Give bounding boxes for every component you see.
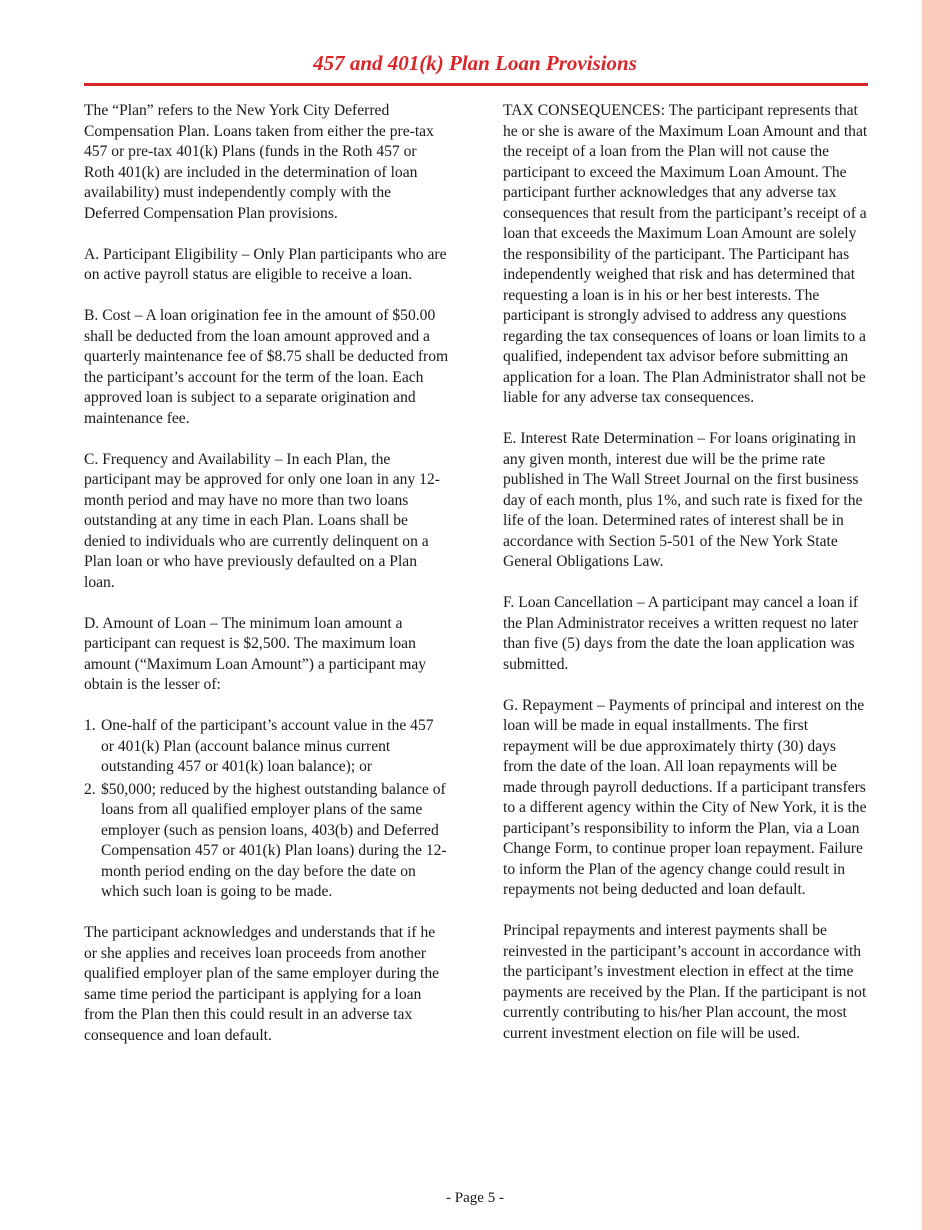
page-number: - Page 5 - xyxy=(446,1190,504,1206)
section-e-interest-rate: E. Interest Rate Determination – For loans originating in any given month, interest due will be the prime rate published in The Wall Street Journal on the first business day of each month, plus 1%, and such rate is fixed for the life of the loan. Determined rates of interest shall be in accordance with Section 5-501 of the New York State General Obligations Law. xyxy=(503,430,863,570)
reinvestment-paragraph: Principal repayments and interest payments shall be reinvested in the participant’s account in accordance with the participant’s investment election in effect at the time payments are received by the Plan. If the participant is not currently contributing to his/her Plan account, the most current investment election on file will be used. xyxy=(503,922,867,1042)
tax-consequences-paragraph: TAX CONSEQUENCES: The participant represents that he or she is aware of the Maximum Loan Amount and that the receipt of a loan from the Plan will not cause the participant to exceed the Maximum Loan Amount. The participant further acknowledges that any adverse tax consequences that result from the participant’s receipt of a loan that exceeds the Maximum Loan Amount are solely the responsibility of the participant. The Participant has independently weighed that risk and has determined that requesting a loan is in his or her best interests. The participant is strongly advised to address any questions regarding the tax consequences of loans or loan limits to a qualified, independent tax advisor before submitting an application for a loan. The Plan Administrator shall not be liable for any adverse tax consequences. xyxy=(503,102,868,406)
loan-amount-list xyxy=(84,716,450,903)
page-title: 457 and 401(k) Plan Loan Provisions xyxy=(313,51,637,75)
section-c-frequency: C. Frequency and Availability – In each Plan, the participant may be approved for only one loan in any 12-month period and may have no more than two loans outstanding at any time in each Plan. Loans shall be denied to individuals who are currently delinquent on a Plan loan or who have previously defaulted on a Plan loan. xyxy=(84,450,440,591)
list-item-text: $50,000; reduced by the highest outstanding balance of loans from all qualified employer plans of the same employer (such as pension loans, 403(b) and Deferred Compensation 457 or 401(k) Plan loans) during the 12-month period ending on the day before the date on which such loan is going to be made. xyxy=(101,780,447,900)
section-d-amount: D. Amount of Loan – The minimum loan amount a participant can request is $2,500. The maximum loan amount (“Maximum Loan Amount”) a participant may obtain is the lesser of: xyxy=(84,614,427,693)
list-item-number: 1. xyxy=(84,717,96,734)
side-color-strip xyxy=(922,0,950,1230)
list-item-text: One-half of the participant’s account value in the 457 or 401(k) Plan (account balance minus current outstanding 457 or 401(k) loan balance); or xyxy=(101,717,434,775)
list-item xyxy=(84,716,450,778)
section-b-cost: B. Cost – A loan origination fee in the amount of $50.00 shall be deducted from the loan amount approved and a quarterly maintenance fee of $8.75 shall be deducted from the participant’s account for the term of the loan. Each approved loan is subject to a separate origination and maintenance fee. xyxy=(84,307,449,427)
right-column xyxy=(503,101,869,1065)
section-f-cancellation: F. Loan Cancellation – A participant may cancel a loan if the Plan Administrator receives a written request no later than five (5) days from the date the loan application was submitted. xyxy=(503,594,859,673)
list-item xyxy=(84,780,450,903)
acknowledgement-paragraph: The participant acknowledges and understands that if he or she applies and receives loan proceeds from another qualified employer plan of the same employer during the same time period the participant is applying for a loan from the Plan then this could result in an adverse tax consequence and loan default. xyxy=(84,924,440,1044)
list-item-number: 2. xyxy=(84,780,96,798)
title-divider xyxy=(84,83,868,86)
section-g-repayment: G. Repayment – Payments of principal and interest on the loan will be made in equal installments. The first repayment will be due approximately thirty (30) days from the date of the loan. All loan repayments will be made through payroll deductions. If a participant transfers to a different agency within the City of New York, it is the participant’s responsibility to inform the Plan, via a Loan Change Form, to continue proper loan repayment. Failure to inform the Plan of the agency change could result in repayments not being deducted and loan default. xyxy=(503,696,867,898)
left-column xyxy=(84,101,450,1067)
intro-paragraph: The “Plan” refers to the New York City Deferred Compensation Plan. Loans taken from either the pre-tax 457 or pre-tax 401(k) Plans (funds in the Roth 457 or Roth 401(k) are included in the determination of loan availability) must independently comply with the Deferred Compensation Plan provisions. xyxy=(84,102,434,222)
section-a-eligibility: A. Participant Eligibility – Only Plan participants who are on active payroll status are eligible to receive a loan. xyxy=(84,245,447,283)
